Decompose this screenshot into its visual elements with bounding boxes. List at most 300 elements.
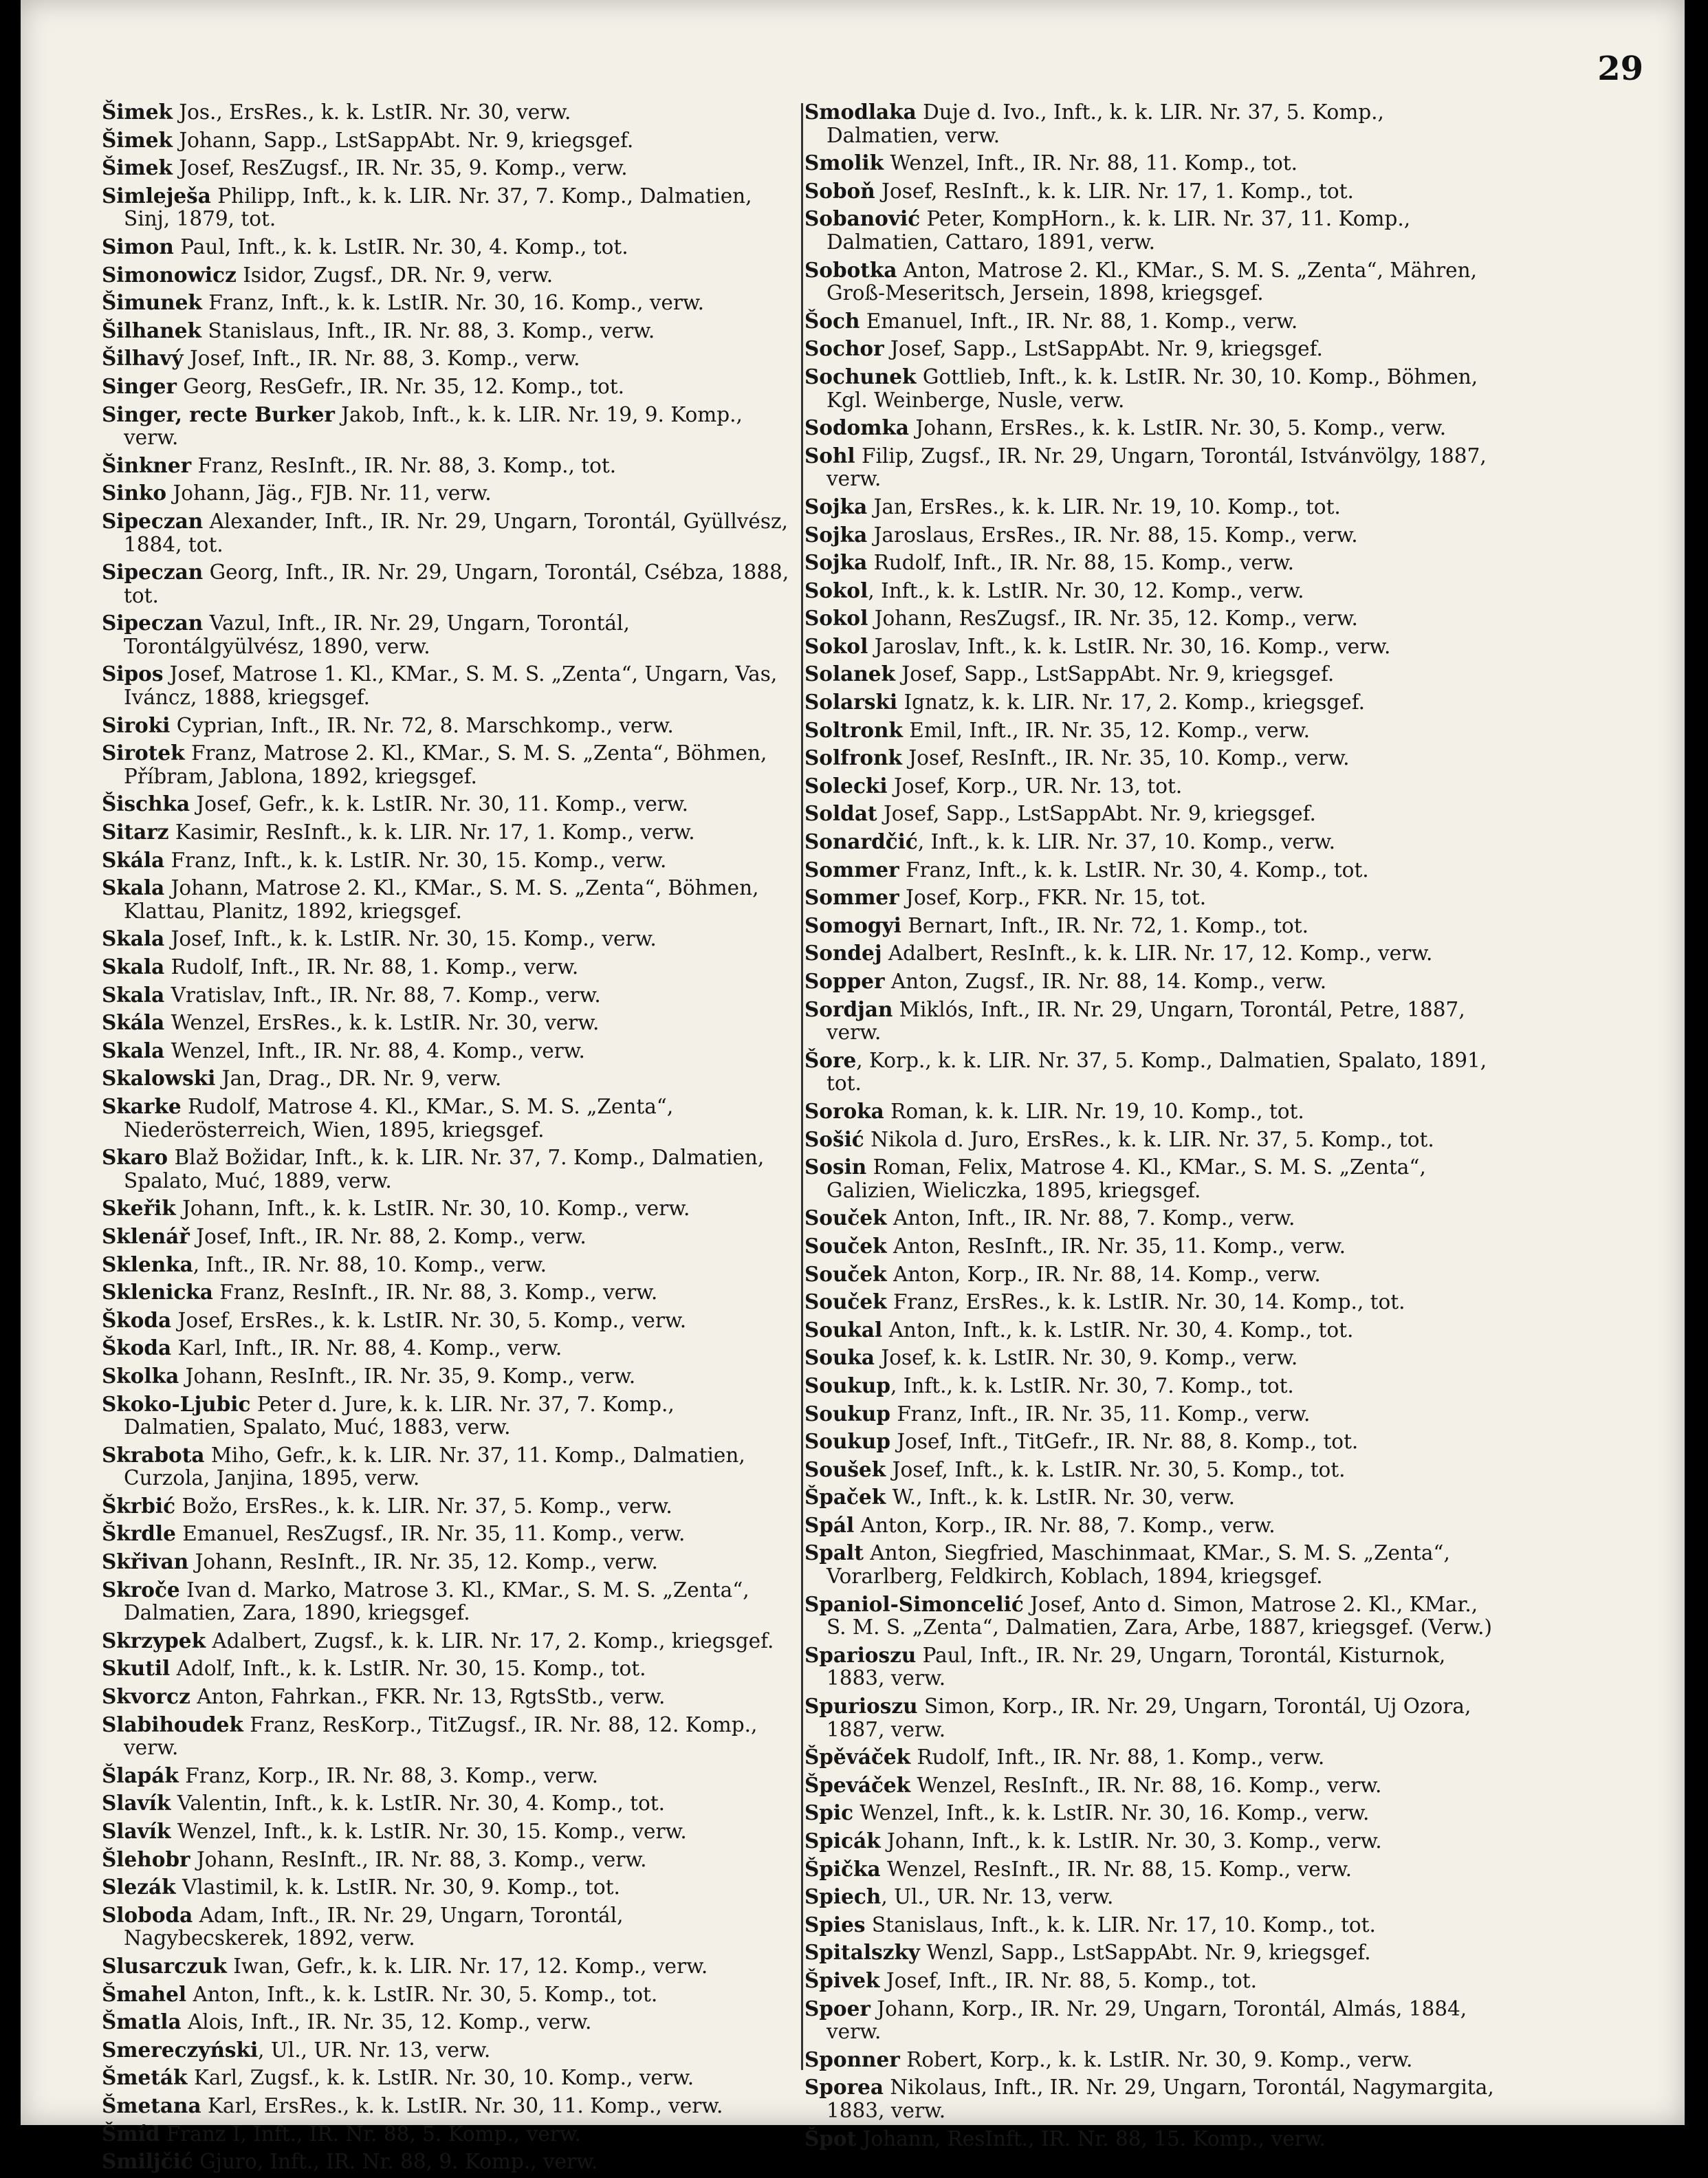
- entry-name: Skála: [102, 1010, 165, 1035]
- list-entry: [804, 100, 1499, 147]
- list-entry: [102, 2150, 789, 2174]
- entry-text: Anton, Korp., IR. Nr. 88, 7. Komp., verw.: [854, 1513, 1275, 1537]
- entry-name: Sklenář: [102, 1223, 190, 1248]
- entry-text: Blaž Božidar, Inft., k. k. LIR. Nr. 37, 7. Komp., Dalmatien, Spalato, Muć, 1889, verw.: [124, 1146, 765, 1193]
- entry-name: Soboň: [804, 178, 875, 203]
- entry-name: Singer: [102, 373, 177, 398]
- entry-name: Spic: [804, 1800, 854, 1825]
- entry-name: Šilhavý: [102, 346, 184, 371]
- entry-name: Skarke: [102, 1093, 182, 1118]
- list-entry: [102, 1904, 789, 1950]
- list-entry: [102, 1039, 789, 1063]
- entry-text: Jos., ErsRes., k. k. LstIR. Nr. 30, verw.: [172, 100, 571, 124]
- page-number: 29: [1597, 50, 1643, 88]
- list-entry: [804, 858, 1499, 882]
- entry-name: Soušek: [804, 1457, 886, 1481]
- entry-text: Peter, KompHorn., k. k. LIR. Nr. 37, 11. Komp., Dalmatien, Cattaro, 1891, verw.: [826, 207, 1411, 254]
- entry-text: Johann, ErsRes., k. k. LstIR. Nr. 30, 5. Komp., verw.: [909, 416, 1447, 440]
- list-entry: [804, 1858, 1499, 1882]
- entry-name: Souček: [804, 1233, 887, 1258]
- entry-text: Isidor, Zugsf., DR. Nr. 9, verw.: [236, 263, 554, 287]
- list-entry: [102, 1875, 789, 1899]
- entry-name: Simon: [102, 234, 174, 259]
- entry-text: Wenzel, Inft., k. k. LstIR. Nr. 30, 16. Komp., verw.: [853, 1801, 1370, 1825]
- entry-name: Šilhanek: [102, 318, 201, 342]
- entry-name: Špička: [804, 1856, 881, 1881]
- list-entry: [102, 1225, 789, 1249]
- entry-name: Soukal: [804, 1317, 883, 1342]
- entry-name: Šoch: [804, 308, 860, 333]
- entry-name: Šmetana: [102, 2093, 201, 2117]
- entry-name: Simonowicz: [102, 262, 237, 287]
- entry-name: Sporea: [804, 2075, 884, 2100]
- list-entry: [804, 1374, 1499, 1398]
- entry-text: Josef, Inft., TitGefr., IR. Nr. 88, 8. Komp., tot.: [890, 1430, 1359, 1454]
- list-entry: [804, 179, 1499, 204]
- list-entry: [102, 1494, 789, 1518]
- entry-name: Skála: [102, 847, 165, 872]
- list-entry: [804, 259, 1499, 305]
- entry-name: Souček: [804, 1261, 887, 1286]
- left-column: [102, 100, 789, 2178]
- list-entry: [804, 746, 1499, 770]
- entry-name: Skutil: [102, 1656, 171, 1681]
- list-entry: [102, 1550, 789, 1574]
- list-entry: [804, 1402, 1499, 1426]
- entry-name: Skrabota: [102, 1442, 205, 1467]
- list-entry: [804, 1997, 1499, 2044]
- entry-name: Soukup: [804, 1429, 890, 1454]
- entry-text: Anton, ResInft., IR. Nr. 35, 11. Komp., verw.: [886, 1234, 1346, 1258]
- entry-name: Slusarczuk: [102, 1953, 227, 1978]
- entry-name: Sommer: [804, 857, 899, 882]
- entry-name: Sodomka: [804, 415, 910, 440]
- entry-name: Skrzypek: [102, 1628, 206, 1653]
- entry-name: Šimunek: [102, 290, 202, 315]
- entry-text: Anton, Matrose 2. Kl., KMar., S. M. S. „Zenta“, Mähren, Groß-Meseritsch, Jersein, 1898, kriegsgef.: [826, 258, 1477, 305]
- entry-name: Šmeták: [102, 2065, 188, 2090]
- entry-name: Sochunek: [804, 364, 917, 389]
- entry-name: Spaniol-Simoncelić: [804, 1591, 1024, 1616]
- list-entry: [102, 927, 789, 951]
- entry-text: Josef, ResInft., k. k. LIR. Nr. 17, 1. Komp., tot.: [875, 179, 1354, 203]
- list-entry: [102, 403, 789, 450]
- entry-text: Johann, ResInft., IR. Nr. 88, 15. Komp., verw.: [856, 2126, 1326, 2150]
- column-divider: [801, 103, 803, 2070]
- entry-text: Vratislav, Inft., IR. Nr. 88, 7. Komp., verw.: [164, 983, 601, 1007]
- entry-name: Spicák: [804, 1829, 881, 1853]
- entry-name: Špot: [804, 2126, 857, 2150]
- entry-text: Franz, Korp., IR. Nr. 88, 3. Komp., verw.: [178, 1763, 598, 1787]
- entry-text: Josef, Anto d. Simon, Matrose 2. Kl., KMar., S. M. S. „Zenta“, Dalmatien, Zara, Arbe, 1887, kriegsgef. (Verw.): [826, 1592, 1493, 1640]
- list-entry: [804, 1913, 1499, 1937]
- list-entry: [804, 1263, 1499, 1287]
- list-entry: [102, 560, 789, 607]
- list-entry: [804, 1458, 1499, 1482]
- list-entry: [102, 1954, 789, 1979]
- entry-text: Karl, ErsRes., k. k. LstIR. Nr. 30, 11. Komp., verw.: [201, 2093, 723, 2117]
- list-entry: [804, 1593, 1499, 1640]
- entry-name: Sirotek: [102, 741, 185, 765]
- entry-name: Sponner: [804, 2047, 900, 2071]
- list-entry: [102, 156, 789, 180]
- entry-name: Skřivan: [102, 1549, 189, 1574]
- list-entry: [102, 454, 789, 478]
- entry-name: Sipos: [102, 662, 164, 686]
- list-entry: [102, 662, 789, 709]
- list-entry: [102, 2010, 789, 2034]
- entry-text: Rudolf, Inft., IR. Nr. 88, 15. Komp., verw.: [867, 551, 1295, 575]
- list-entry: [102, 100, 789, 124]
- entry-text: Franz, Inft., k. k. LstIR. Nr. 30, 15. Komp., verw.: [164, 848, 667, 872]
- list-entry: [102, 347, 789, 371]
- entry-text: Anton, Inft., k. k. LstIR. Nr. 30, 5. Komp., tot.: [186, 1982, 658, 2006]
- entry-text: Josef, Gefr., k. k. LstIR. Nr. 30, 11. Komp., verw.: [190, 792, 689, 816]
- entry-name: Spoer: [804, 1996, 871, 2021]
- entry-name: Spurioszu: [804, 1694, 918, 1719]
- entry-text: Johann, Matrose 2. Kl., KMar., S. M. S. „Zenta“, Böhmen, Klattau, Planitz, 1892, kriegsgef.: [124, 876, 759, 923]
- list-entry: [102, 1713, 789, 1760]
- entry-name: Souček: [804, 1206, 887, 1230]
- entry-text: , Inft., k. k. LIR. Nr. 37, 10. Komp., verw.: [917, 830, 1335, 854]
- list-entry: [804, 151, 1499, 175]
- list-entry: [102, 1253, 789, 1277]
- entry-name: Skala: [102, 1038, 165, 1063]
- list-entry: [102, 319, 789, 343]
- entry-name: Sonardčić: [804, 829, 918, 854]
- entry-text: Josef, k. k. LstIR. Nr. 30, 9. Komp., verw.: [874, 1346, 1298, 1370]
- list-entry: [102, 1764, 789, 1788]
- list-entry: [804, 337, 1499, 361]
- entry-text: Karl, Zugsf., k. k. LstIR. Nr. 30, 10. Komp., verw.: [187, 2066, 694, 2090]
- list-entry: [804, 1100, 1499, 1124]
- entry-name: Skroče: [102, 1577, 180, 1602]
- list-entry: [102, 1067, 789, 1091]
- entry-text: Josef, ErsRes., k. k. LstIR. Nr. 30, 5. Komp., verw.: [171, 1308, 687, 1332]
- list-entry: [804, 1318, 1499, 1342]
- list-entry: [804, 1695, 1499, 1741]
- entry-text: Wenzl, Sapp., LstSappAbt. Nr. 9, kriegsgef.: [920, 1941, 1371, 1965]
- entry-text: Jan, Drag., DR. Nr. 9, verw.: [215, 1067, 502, 1091]
- entry-text: Alexander, Inft., IR. Nr. 29, Ungarn, Torontál, Gyüllvész, 1884, tot.: [124, 509, 788, 556]
- entry-text: Franz, ResInft., IR. Nr. 88, 3. Komp., verw.: [212, 1281, 658, 1305]
- entry-text: Adam, Inft., IR. Nr. 29, Ungarn, Torontál, Nagybecskerek, 1892, verw.: [124, 1903, 624, 1950]
- entry-name: Sondej: [804, 941, 882, 966]
- list-entry: [102, 2038, 789, 2062]
- entry-text: Jakob, Inft., k. k. LIR. Nr. 19, 9. Komp., verw.: [124, 402, 743, 450]
- list-entry: [102, 2066, 789, 2090]
- list-entry: [102, 510, 789, 556]
- entry-text: Miklós, Inft., IR. Nr. 29, Ungarn, Torontál, Petre, 1887, verw.: [826, 997, 1465, 1045]
- list-entry: [102, 2094, 789, 2118]
- list-entry: [804, 886, 1499, 910]
- entry-text: Nikolaus, Inft., IR. Nr. 29, Ungarn, Torontál, Nagymargita, 1883, verw.: [826, 2076, 1494, 2122]
- list-entry: [102, 2122, 789, 2146]
- entry-name: Šimek: [102, 127, 173, 152]
- entry-text: , Ul., UR. Nr. 13, verw.: [881, 1885, 1114, 1909]
- list-entry: [102, 184, 789, 231]
- list-entry: [102, 291, 789, 315]
- list-entry: [804, 607, 1499, 631]
- document-page: [21, 0, 1685, 2174]
- entry-text: Philipp, Inft., k. k. LIR. Nr. 37, 7. Komp., Dalmatien, Sinj, 1879, tot.: [124, 184, 752, 231]
- list-entry: [102, 1146, 789, 1193]
- entry-name: Šlehobr: [102, 1847, 190, 1871]
- entry-name: Sohl: [804, 443, 855, 468]
- entry-name: Sochor: [804, 336, 884, 361]
- entry-name: Solanek: [804, 662, 895, 686]
- entry-name: Souček: [804, 1289, 887, 1314]
- entry-text: Emanuel, ResZugsf., IR. Nr. 35, 11. Komp., verw.: [175, 1522, 686, 1546]
- list-entry: [804, 1206, 1499, 1230]
- entry-text: Josef, Inft., IR. Nr. 88, 2. Komp., verw.: [189, 1224, 587, 1248]
- entry-text: W., Inft., k. k. LstIR. Nr. 30, verw.: [886, 1485, 1235, 1510]
- list-entry: [804, 1969, 1499, 1993]
- entry-text: Franz I, Inft., IR. Nr. 88, 5. Komp., verw.: [160, 2122, 581, 2146]
- entry-name: Smodlaka: [804, 100, 917, 124]
- entry-name: Skala: [102, 875, 165, 900]
- entry-name: Šmatla: [102, 2010, 182, 2034]
- entry-name: Skeřik: [102, 1196, 176, 1221]
- list-entry: [804, 719, 1499, 743]
- entry-text: Franz, Inft., IR. Nr. 35, 11. Komp., verw.: [890, 1402, 1311, 1426]
- list-entry: [804, 309, 1499, 334]
- list-entry: [102, 955, 789, 979]
- entry-text: Emil, Inft., IR. Nr. 35, 12. Komp., verw.: [902, 718, 1310, 742]
- entry-text: Franz, Inft., k. k. LstIR. Nr. 30, 16. Komp., verw.: [201, 291, 705, 315]
- entry-name: Šimek: [102, 155, 173, 180]
- list-entry: [804, 1644, 1499, 1690]
- entry-text: Josef, Inft., IR. Nr. 88, 3. Komp., verw.: [183, 347, 580, 371]
- list-entry: [804, 1155, 1499, 1202]
- entry-name: Sommer: [804, 885, 899, 910]
- entry-text: Peter d. Jure, k. k. LIR. Nr. 37, 7. Komp., Dalmatien, Spalato, Muć, 1883, verw.: [124, 1392, 675, 1439]
- entry-name: Skoko-Ljubic: [102, 1391, 251, 1416]
- entry-name: Šore: [804, 1047, 857, 1072]
- entry-name: Singer, recte Burker: [102, 402, 335, 426]
- entry-text: Anton, Fahrkan., FKR. Nr. 13, RgtsStb., verw.: [190, 1685, 666, 1709]
- entry-text: Johann, ResInft., IR. Nr. 88, 3. Komp., verw.: [190, 1847, 647, 1871]
- list-entry: [804, 207, 1499, 254]
- list-entry: [804, 2076, 1499, 2122]
- entry-name: Sordjan: [804, 997, 893, 1021]
- list-entry: [804, 774, 1499, 798]
- entry-text: Josef, Korp., UR. Nr. 13, tot.: [887, 774, 1183, 798]
- entry-text: Rudolf, Inft., IR. Nr. 88, 1. Komp., verw.: [910, 1745, 1325, 1769]
- entry-name: Spies: [804, 1912, 866, 1937]
- entry-name: Špěváček: [804, 1745, 911, 1769]
- list-entry: [804, 1801, 1499, 1825]
- list-entry: [804, 1941, 1499, 1965]
- list-entry: [804, 802, 1499, 826]
- entry-name: Sipeczan: [102, 560, 204, 585]
- list-entry: [102, 1578, 789, 1625]
- entry-text: Vazul, Inft., IR. Nr. 29, Ungarn, Torontál, Torontálgyülvész, 1890, verw.: [124, 611, 630, 658]
- list-entry: [804, 1745, 1499, 1769]
- entry-text: Anton, Siegfried, Maschinmaat, KMar., S. M. S. „Zenta“, Vorarlberg, Feldkirch, Koblach, 1894, kriegsgef.: [826, 1541, 1450, 1589]
- entry-text: Gjuro, Inft., IR. Nr. 88, 9. Komp., verw.: [193, 2150, 598, 2174]
- entry-text: Anton, Korp., IR. Nr. 88, 14. Komp., verw.: [886, 1262, 1321, 1286]
- entry-name: Sojka: [804, 550, 868, 575]
- list-entry: [102, 263, 789, 287]
- entry-name: Slavík: [102, 1791, 171, 1816]
- list-entry: [102, 1657, 789, 1681]
- entry-name: Sloboda: [102, 1902, 193, 1927]
- list-entry: [804, 365, 1499, 412]
- right-column: [804, 100, 1499, 2155]
- entry-name: Solecki: [804, 773, 888, 798]
- entry-text: Adolf, Inft., k. k. LstIR. Nr. 30, 15. Komp., tot.: [170, 1657, 646, 1681]
- entry-name: Sojka: [804, 522, 868, 547]
- entry-text: Rudolf, Matrose 4. Kl., KMar., S. M. S. „Zenta“, Niederösterreich, Wien, 1895, kriegsgef.: [124, 1094, 674, 1142]
- entry-name: Skala: [102, 982, 165, 1007]
- entry-text: Johann, ResZugsf., IR. Nr. 35, 12. Komp., verw.: [868, 607, 1358, 631]
- list-entry: [804, 690, 1499, 715]
- entry-text: Franz, ResKorp., TitZugsf., IR. Nr. 88, 12. Komp., verw.: [124, 1712, 758, 1760]
- list-entry: [102, 876, 789, 923]
- entry-text: , Inft., IR. Nr. 88, 10. Komp., verw.: [193, 1252, 547, 1276]
- list-entry: [804, 495, 1499, 519]
- entry-name: Soroka: [804, 1098, 884, 1123]
- list-entry: [804, 1049, 1499, 1096]
- entry-text: Božo, ErsRes., k. k. LIR. Nr. 37, 5. Komp., verw.: [175, 1494, 672, 1518]
- list-entry: [804, 2048, 1499, 2072]
- entry-text: Adalbert, Zugsf., k. k. LIR. Nr. 17, 2. Komp., kriegsgef.: [206, 1629, 774, 1653]
- entry-text: Duje d. Ivo., Inft., k. k. LIR. Nr. 37, 5. Komp., Dalmatien, verw.: [826, 100, 1384, 147]
- list-entry: [804, 416, 1499, 440]
- entry-text: Johann, Inft., k. k. LstIR. Nr. 30, 10. Komp., verw.: [175, 1197, 690, 1221]
- entry-name: Spalt: [804, 1540, 864, 1565]
- list-entry: [102, 1281, 789, 1305]
- entry-text: Filip, Zugsf., IR. Nr. 29, Ungarn, Torontál, Istvánvölgy, 1887, verw.: [826, 444, 1487, 491]
- entry-text: Emanuel, Inft., IR. Nr. 88, 1. Komp., verw.: [860, 309, 1298, 333]
- entry-name: Solarski: [804, 690, 898, 715]
- entry-text: Josef, Sapp., LstSappAbt. Nr. 9, kriegsgef.: [895, 662, 1335, 686]
- entry-text: Josef, Sapp., LstSappAbt. Nr. 9, kriegsgef.: [877, 802, 1316, 826]
- entry-name: Slezák: [102, 1875, 176, 1899]
- list-entry: [102, 1364, 789, 1389]
- entry-text: Johann, Korp., IR. Nr. 29, Ungarn, Torontál, Almás, 1884, verw.: [826, 1996, 1467, 2044]
- list-entry: [804, 523, 1499, 547]
- entry-text: Franz, ErsRes., k. k. LstIR. Nr. 30, 14. Komp., tot.: [886, 1290, 1405, 1314]
- entry-text: Josef, Inft., k. k. LstIR. Nr. 30, 5. Komp., tot.: [886, 1457, 1346, 1481]
- entry-name: Sojka: [804, 494, 868, 519]
- entry-name: Soukup: [804, 1401, 890, 1426]
- entry-name: Sokol: [804, 578, 868, 602]
- entry-text: Alois, Inft., IR. Nr. 35, 12. Komp., verw.: [181, 2010, 592, 2034]
- entry-text: Adalbert, ResInft., k. k. LIR. Nr. 17, 12. Komp., verw.: [882, 941, 1433, 966]
- entry-text: Josef, Inft., k. k. LstIR. Nr. 30, 15. Komp., verw.: [164, 927, 657, 951]
- entry-name: Siroki: [102, 712, 171, 737]
- list-entry: [102, 792, 789, 816]
- list-entry: [804, 941, 1499, 966]
- entry-text: , Inft., k. k. LstIR. Nr. 30, 12. Komp., verw.: [868, 578, 1304, 602]
- entry-text: Jaroslav, Inft., k. k. LstIR. Nr. 30, 16. Komp., verw.: [868, 634, 1391, 658]
- list-entry: [102, 1095, 789, 1142]
- entry-text: Gottlieb, Inft., k. k. LstIR. Nr. 30, 10. Komp., Böhmen, Kgl. Weinberge, Nusle, verw.: [826, 364, 1478, 412]
- entry-text: Stanislaus, Inft., k. k. LIR. Nr. 17, 10. Komp., tot.: [865, 1913, 1376, 1937]
- entry-text: Bernart, Inft., IR. Nr. 72, 1. Komp., tot.: [901, 913, 1309, 937]
- entry-name: Spitalszky: [804, 1940, 921, 1965]
- entry-text: Paul, Inft., IR. Nr. 29, Ungarn, Torontál, Kisturnok, 1883, verw.: [826, 1643, 1446, 1690]
- entry-text: Anton, Zugsf., IR. Nr. 88, 14. Komp., verw.: [884, 970, 1327, 993]
- list-entry: [804, 1514, 1499, 1538]
- entry-name: Šischka: [102, 792, 190, 816]
- entry-text: Jan, ErsRes., k. k. LIR. Nr. 19, 10. Komp., tot.: [867, 494, 1341, 519]
- list-entry: [102, 611, 789, 658]
- list-entry: [102, 714, 789, 738]
- list-entry: [102, 1792, 789, 1816]
- entry-text: Franz, Inft., k. k. LstIR. Nr. 30, 4. Komp., tot.: [899, 858, 1369, 882]
- list-entry: [804, 1346, 1499, 1370]
- entry-name: Sokol: [804, 633, 868, 658]
- entry-text: Rudolf, Inft., IR. Nr. 88, 1. Komp., verw.: [164, 955, 579, 979]
- entry-name: Škrbić: [102, 1493, 176, 1518]
- entry-text: Karl, Inft., IR. Nr. 88, 4. Komp., verw.: [171, 1336, 562, 1360]
- entry-text: Franz, Matrose 2. Kl., KMar., S. M. S. „Zenta“, Böhmen, Příbram, Jablona, 1892, kriegsgef.: [124, 741, 767, 788]
- list-entry: [804, 970, 1499, 994]
- entry-text: Josef, Sapp., LstSappAbt. Nr. 9, kriegsgef.: [884, 337, 1323, 361]
- entry-name: Soldat: [804, 801, 877, 826]
- list-entry: [102, 1336, 789, 1360]
- entry-text: , Korp., k. k. LIR. Nr. 37, 5. Komp., Dalmatien, Spalato, 1891, tot.: [826, 1048, 1487, 1096]
- entry-text: Georg, ResGefr., IR. Nr. 35, 12. Komp., tot.: [176, 374, 625, 398]
- entry-name: Spiech: [804, 1884, 882, 1909]
- entry-text: Iwan, Gefr., k. k. LIR. Nr. 17, 12. Komp., verw.: [226, 1954, 708, 1978]
- entry-name: Skala: [102, 926, 165, 951]
- entry-name: Sklenka: [102, 1252, 193, 1276]
- list-entry: [804, 444, 1499, 491]
- entry-text: Roman, k. k. LIR. Nr. 19, 10. Komp., tot.: [884, 1099, 1304, 1123]
- entry-text: Franz, ResInft., IR. Nr. 88, 3. Komp., tot.: [191, 453, 617, 477]
- entry-name: Sopper: [804, 969, 885, 993]
- entry-name: Sošić: [804, 1126, 864, 1151]
- list-entry: [102, 1522, 789, 1546]
- list-entry: [102, 820, 789, 845]
- entry-name: Spál: [804, 1512, 855, 1537]
- list-entry: [804, 579, 1499, 603]
- entry-name: Sosin: [804, 1155, 867, 1179]
- entry-text: Johann, ResInft., IR. Nr. 35, 12. Komp., verw.: [188, 1550, 658, 1574]
- list-entry: [102, 1983, 789, 2007]
- entry-text: Wenzel, ErsRes., k. k. LstIR. Nr. 30, verw.: [164, 1011, 600, 1035]
- entry-text: Wenzel, Inft., IR. Nr. 88, 11. Komp., tot.: [884, 151, 1298, 175]
- entry-text: Wenzel, ResInft., IR. Nr. 88, 15. Komp., verw.: [880, 1857, 1352, 1881]
- entry-name: Sipeczan: [102, 508, 204, 533]
- entry-name: Solfronk: [804, 745, 902, 770]
- entry-name: Skaro: [102, 1145, 168, 1170]
- entry-text: Johann, Sapp., LstSappAbt. Nr. 9, kriegsgef.: [172, 128, 634, 152]
- list-entry: [102, 1685, 789, 1709]
- entry-name: Smolik: [804, 151, 884, 175]
- list-entry: [804, 1541, 1499, 1588]
- entry-name: Skolka: [102, 1363, 179, 1388]
- entry-text: , Ul., UR. Nr. 13, verw.: [258, 2038, 491, 2062]
- entry-text: Johann, Inft., k. k. LstIR. Nr. 30, 3. Komp., verw.: [880, 1829, 1382, 1853]
- entry-name: Sobanović: [804, 206, 921, 231]
- entry-name: Šimek: [102, 100, 173, 124]
- entry-text: Wenzel, Inft., IR. Nr. 88, 4. Komp., verw.: [164, 1038, 585, 1063]
- list-entry: [102, 235, 789, 259]
- entry-text: Miho, Gefr., k. k. LIR. Nr. 37, 11. Komp., Dalmatien, Curzola, Janjina, 1895, verw.: [124, 1443, 745, 1490]
- entry-text: Nikola d. Juro, ErsRes., k. k. LIR. Nr. 37, 5. Komp., tot.: [864, 1127, 1434, 1151]
- entry-name: Sokol: [804, 606, 868, 631]
- list-entry: [102, 741, 789, 788]
- entry-name: Skalowski: [102, 1066, 216, 1091]
- entry-text: Josef, ResInft., IR. Nr. 35, 10. Komp., verw.: [901, 746, 1350, 770]
- list-entry: [804, 1774, 1499, 1798]
- entry-text: , Inft., k. k. LstIR. Nr. 30, 7. Komp., tot.: [890, 1373, 1294, 1397]
